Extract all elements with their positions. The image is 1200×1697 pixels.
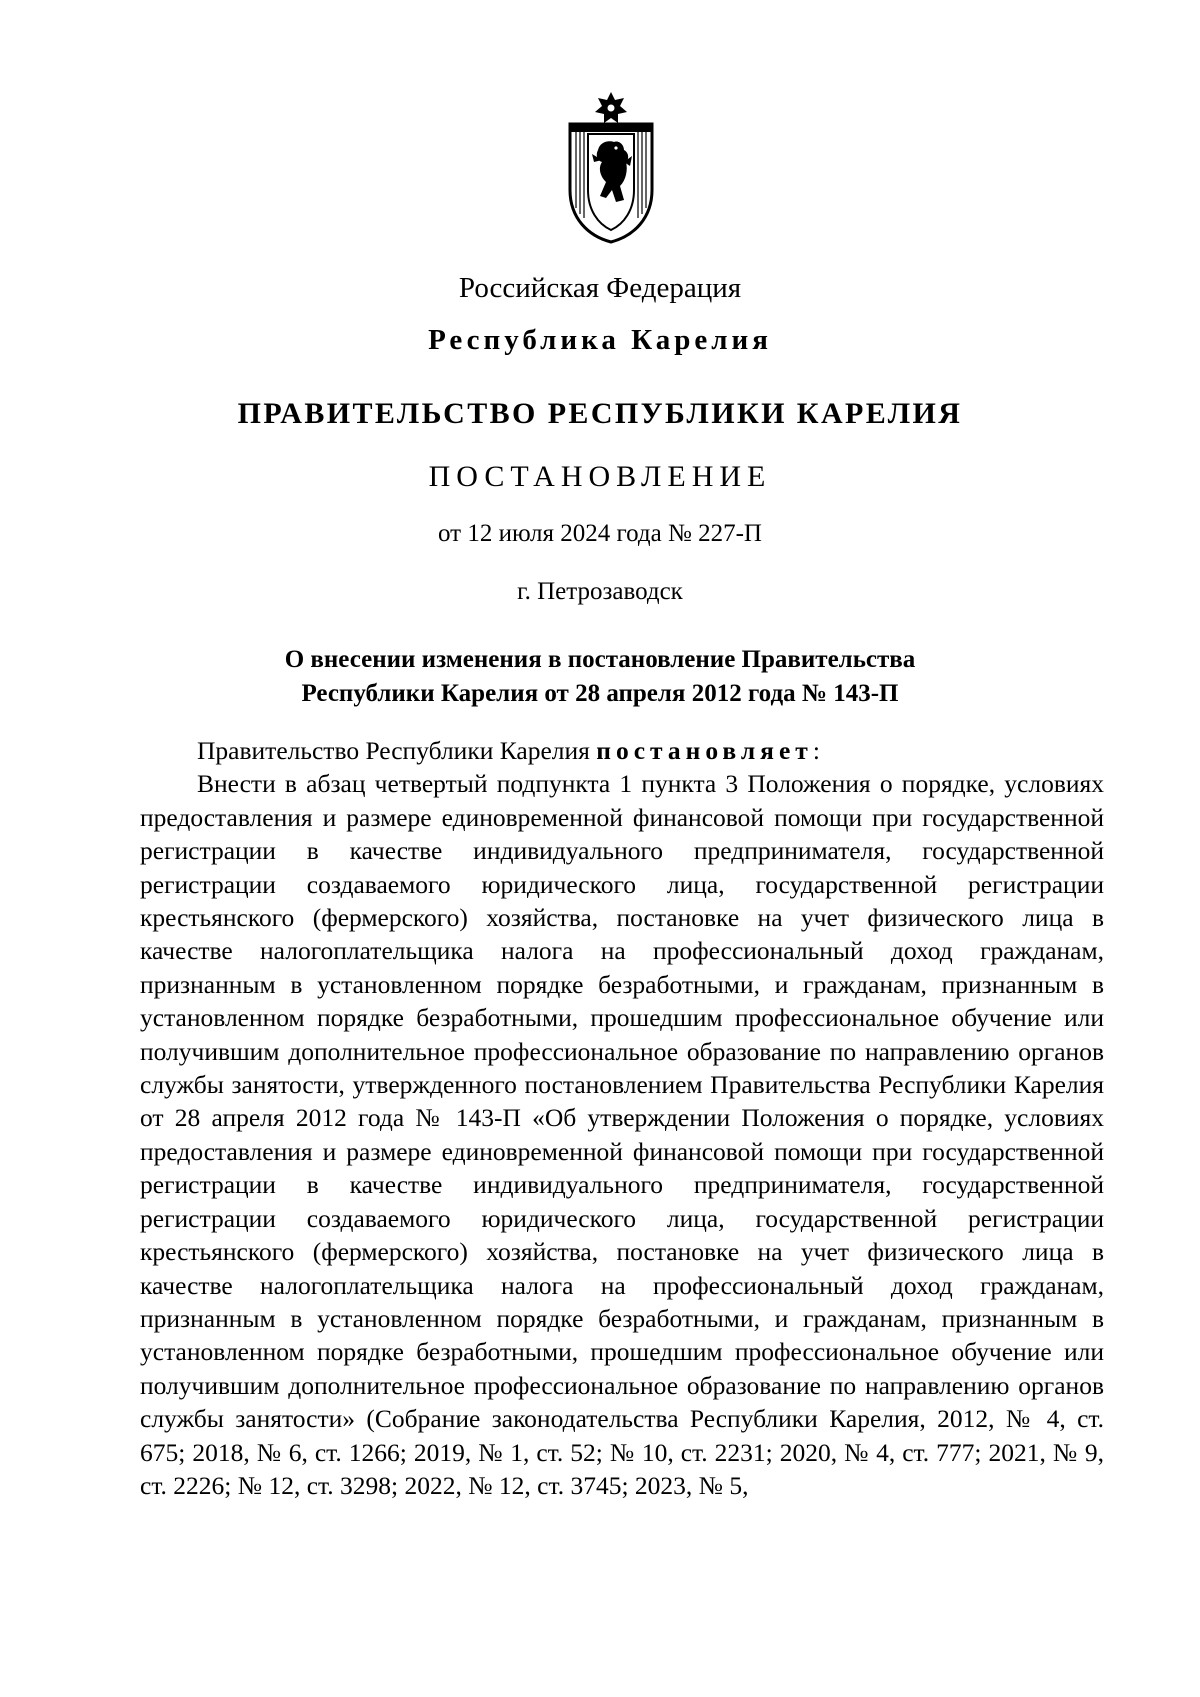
intro-text: Правительство Республики Карелия: [197, 736, 597, 765]
subject-line-1: О внесении изменения в постановление Правительства: [284, 646, 916, 673]
government-title: ПРАВИТЕЛЬСТВО РЕСПУБЛИКИ КАРЕЛИЯ: [237, 397, 963, 430]
main-paragraph: Внести в абзац четвертый подпункта 1 пункта 3 Положения о порядке, условиях предоставления и размере единовременной финансовой помощи при государственной регистрации в качестве индивидуального предпринимателя, государственной регистрации создаваемого юридического лица, государственной регистрации крестьянского (фермерского) хозяйства, постановке на учет физического лица в качестве налогоплательщика налога на профессиональный доход гражданам, признанным в установленном порядке безработными, и гражданам, признанным в установленном порядке безработными, прошедшим профессиональное обучение или получившим дополнительное профессиональное образование по направлению органов службы занятости, утвержденного постановлением Правительства Республики Карелия от 28 апреля 2012 года № 143-П «Об утверждении Положения о порядке, условиях предоставления и размере единовременной финансовой помощи при государственной регистрации в качестве индивидуального предпринимателя, государственной регистрации создаваемого юридического лица, государственной регистрации крестьянского (фермерского) хозяйства, постановке на учет физического лица в качестве налогоплательщика налога на профессиональный доход гражданам, признанным в установленном порядке безработными, и гражданам, признанным в установленном порядке безработными, прошедшим профессиональное обучение или получившим дополнительное профессиональное образование по направлению органов службы занятости» (Собрание законодательства Республики Карелия, 2012, № 4, ст. 675; 2018, № 6, ст. 1266; 2019, № 1, ст. 52; № 10, ст. 2231; 2020, № 4, ст. 777; 2021, № 9, ст. 2226; № 12, ст. 3298; 2022, № 12, ст. 3745; 2023, № 5,: [140, 769, 1104, 1500]
document-type: ПОСТАНОВЛЕНИЕ: [428, 460, 772, 493]
country-name: Российская Федерация: [458, 272, 742, 304]
document-city: г. Петрозаводск: [517, 578, 683, 605]
republic-name: Республика Карелия: [428, 324, 772, 356]
document-subject: [200, 643, 1000, 711]
intro-decree-word: постановляет: [596, 736, 813, 765]
subject-line-2: Республики Карелия от 28 апреля 2012 года № 143-П: [301, 680, 899, 707]
intro-paragraph: [140, 734, 1104, 767]
document-date-number: от 12 июля 2024 года № 227-П: [438, 520, 762, 547]
document-body: [140, 734, 1104, 1502]
intro-colon: :: [812, 736, 820, 765]
karelia-coat-of-arms-icon: [556, 90, 666, 245]
